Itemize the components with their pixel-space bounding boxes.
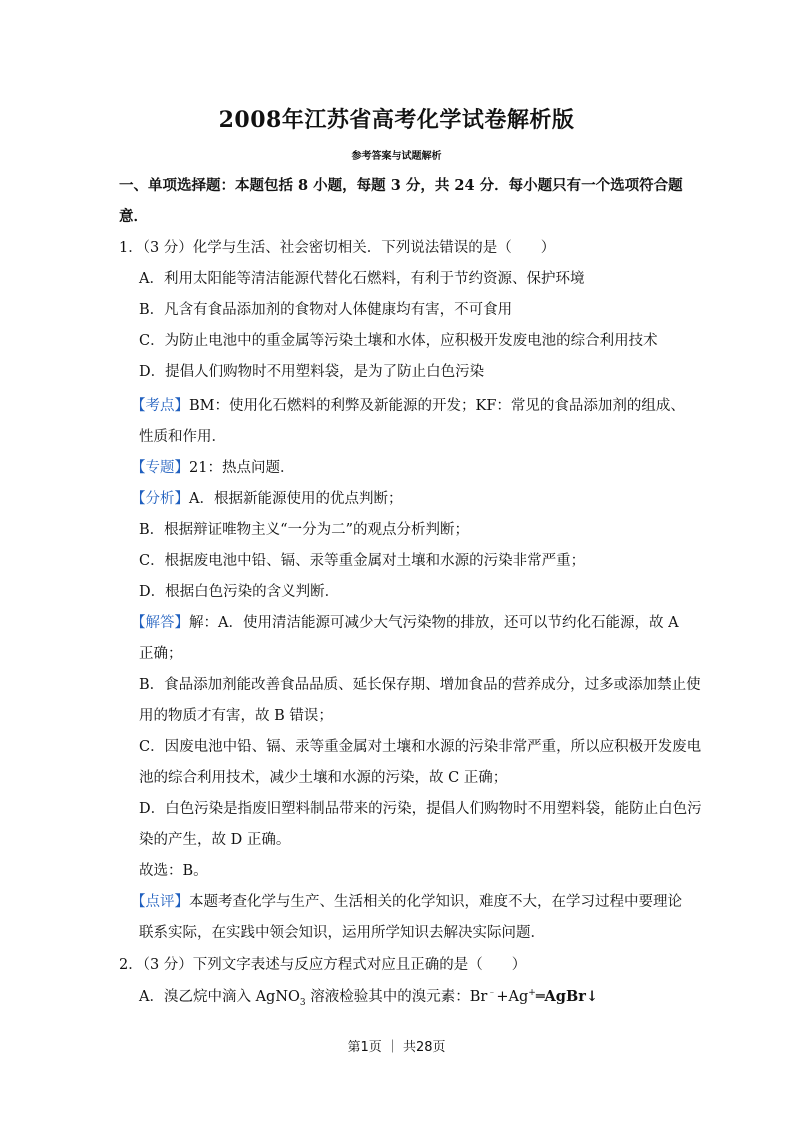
q2-a-sub: 3: [299, 997, 306, 1008]
jieda-tag: 【解答】: [131, 615, 189, 631]
fenxi-line-b: B．根据辩证唯物主义“一分为二”的观点分析判断；: [139, 522, 469, 538]
q1-option-d: D．提倡人们购物时不用塑料袋，是为了防止白色污染: [139, 364, 485, 380]
q1-option-a: A．利用太阳能等清洁能源代替化石燃料，有利于节约资源、保护环境: [139, 271, 585, 287]
zhuanti-text: 21：热点问题．: [189, 460, 295, 476]
jieda-line-5: 池的综合利用技术，减少土壤和水源的污染，故 C 正确；: [139, 770, 508, 786]
page-title: 2008年江苏省高考化学试卷解析版: [218, 107, 575, 133]
fenxi-tag: 【分析】: [131, 491, 189, 507]
dianping-tag: 【点评】: [131, 894, 189, 910]
kaodian-text: BM：使用化石燃料的利弊及新能源的开发；KF：常见的食品添加剂的组成、: [189, 398, 685, 414]
page-subtitle: 参考答案与试题解析: [351, 151, 442, 162]
fenxi-line-d: D．根据白色污染的含义判断．: [139, 584, 340, 600]
q2-a-sup2: +: [528, 988, 536, 999]
q1-option-b: B．凡含有食品添加剂的食物对人体健康均有害，不可食用: [139, 302, 513, 318]
jieda-answer: 故选：B。: [139, 863, 208, 879]
kaodian-tag: 【考点】: [131, 398, 189, 414]
section-heading-cont: 意．: [119, 208, 148, 225]
zhuanti-tag: 【专题】: [131, 460, 189, 476]
jieda-line-1: 正确；: [139, 646, 183, 662]
fenxi-line-c: C．根据废电池中铅、镉、汞等重金属对土壤和水源的污染非常严重；: [139, 553, 586, 569]
q2-option-a: [139, 987, 598, 1007]
q2-a-end: ═AgBr↓: [535, 988, 598, 1005]
q1-option-c: C．为防止电池中的重金属等污染土壤和水体，应积极开发废电池的综合利用技术: [139, 333, 658, 349]
jieda-line-7: 染的产生，故 D 正确。: [139, 832, 291, 848]
jieda-text: 解：A．使用清洁能源可减少大气污染物的排放，还可以节约化石能源，故 A: [189, 615, 679, 631]
section-heading: 一、单项选择题：本题包括 8 小题，每题 3 分，共 24 分．每小题只有一个选项符合题: [119, 177, 683, 194]
fenxi-text: A．根据新能源使用的优点判断；: [189, 491, 403, 507]
q1-dianping: [131, 892, 682, 912]
question-1-stem: 1．（3 分）化学与生活、社会密切相关．下列说法错误的是（ ）: [119, 240, 556, 256]
dianping-text: 本题考查化学与生产、生活相关的化学知识，难度不大，在学习过程中要理论: [189, 894, 682, 910]
q1-kaodian: [131, 396, 685, 416]
jieda-line-4: C．因废电池中铅、镉、汞等重金属对土壤和水源的污染非常严重，所以应积极开发废电: [139, 739, 702, 755]
q2-a-mid2: +Ag: [496, 989, 529, 1005]
jieda-line-6: D．白色污染是指废旧塑料制品带来的污染，提倡人们购物时不用塑料袋，能防止白色污: [139, 801, 702, 817]
page-footer: 第1页 ｜ 共28页: [347, 1040, 446, 1055]
q1-jieda: [131, 613, 679, 633]
q1-zhuanti: [131, 458, 294, 478]
question-2-stem: 2．（3 分）下列文字表述与反应方程式对应且正确的是（ ）: [119, 957, 527, 973]
q2-a-mid: 溶液检验其中的溴元素：Br: [305, 989, 488, 1005]
q2-a-prefix: A．溴乙烷中滴入 AgNO: [139, 989, 300, 1005]
q2-a-sup1: ﹣: [487, 988, 497, 999]
jieda-line-3: 用的物质才有害，故 B 错误；: [139, 708, 333, 724]
q1-kaodian-cont: 性质和作用．: [139, 429, 226, 445]
q1-fenxi: [131, 489, 402, 509]
dianping-cont: 联系实际，在实践中领会知识，运用所学知识去解决实际问题．: [139, 925, 545, 941]
jieda-line-2: B．食品添加剂能改善食品品质、延长保存期、增加食品的营养成分，过多或添加禁止使: [139, 677, 701, 693]
